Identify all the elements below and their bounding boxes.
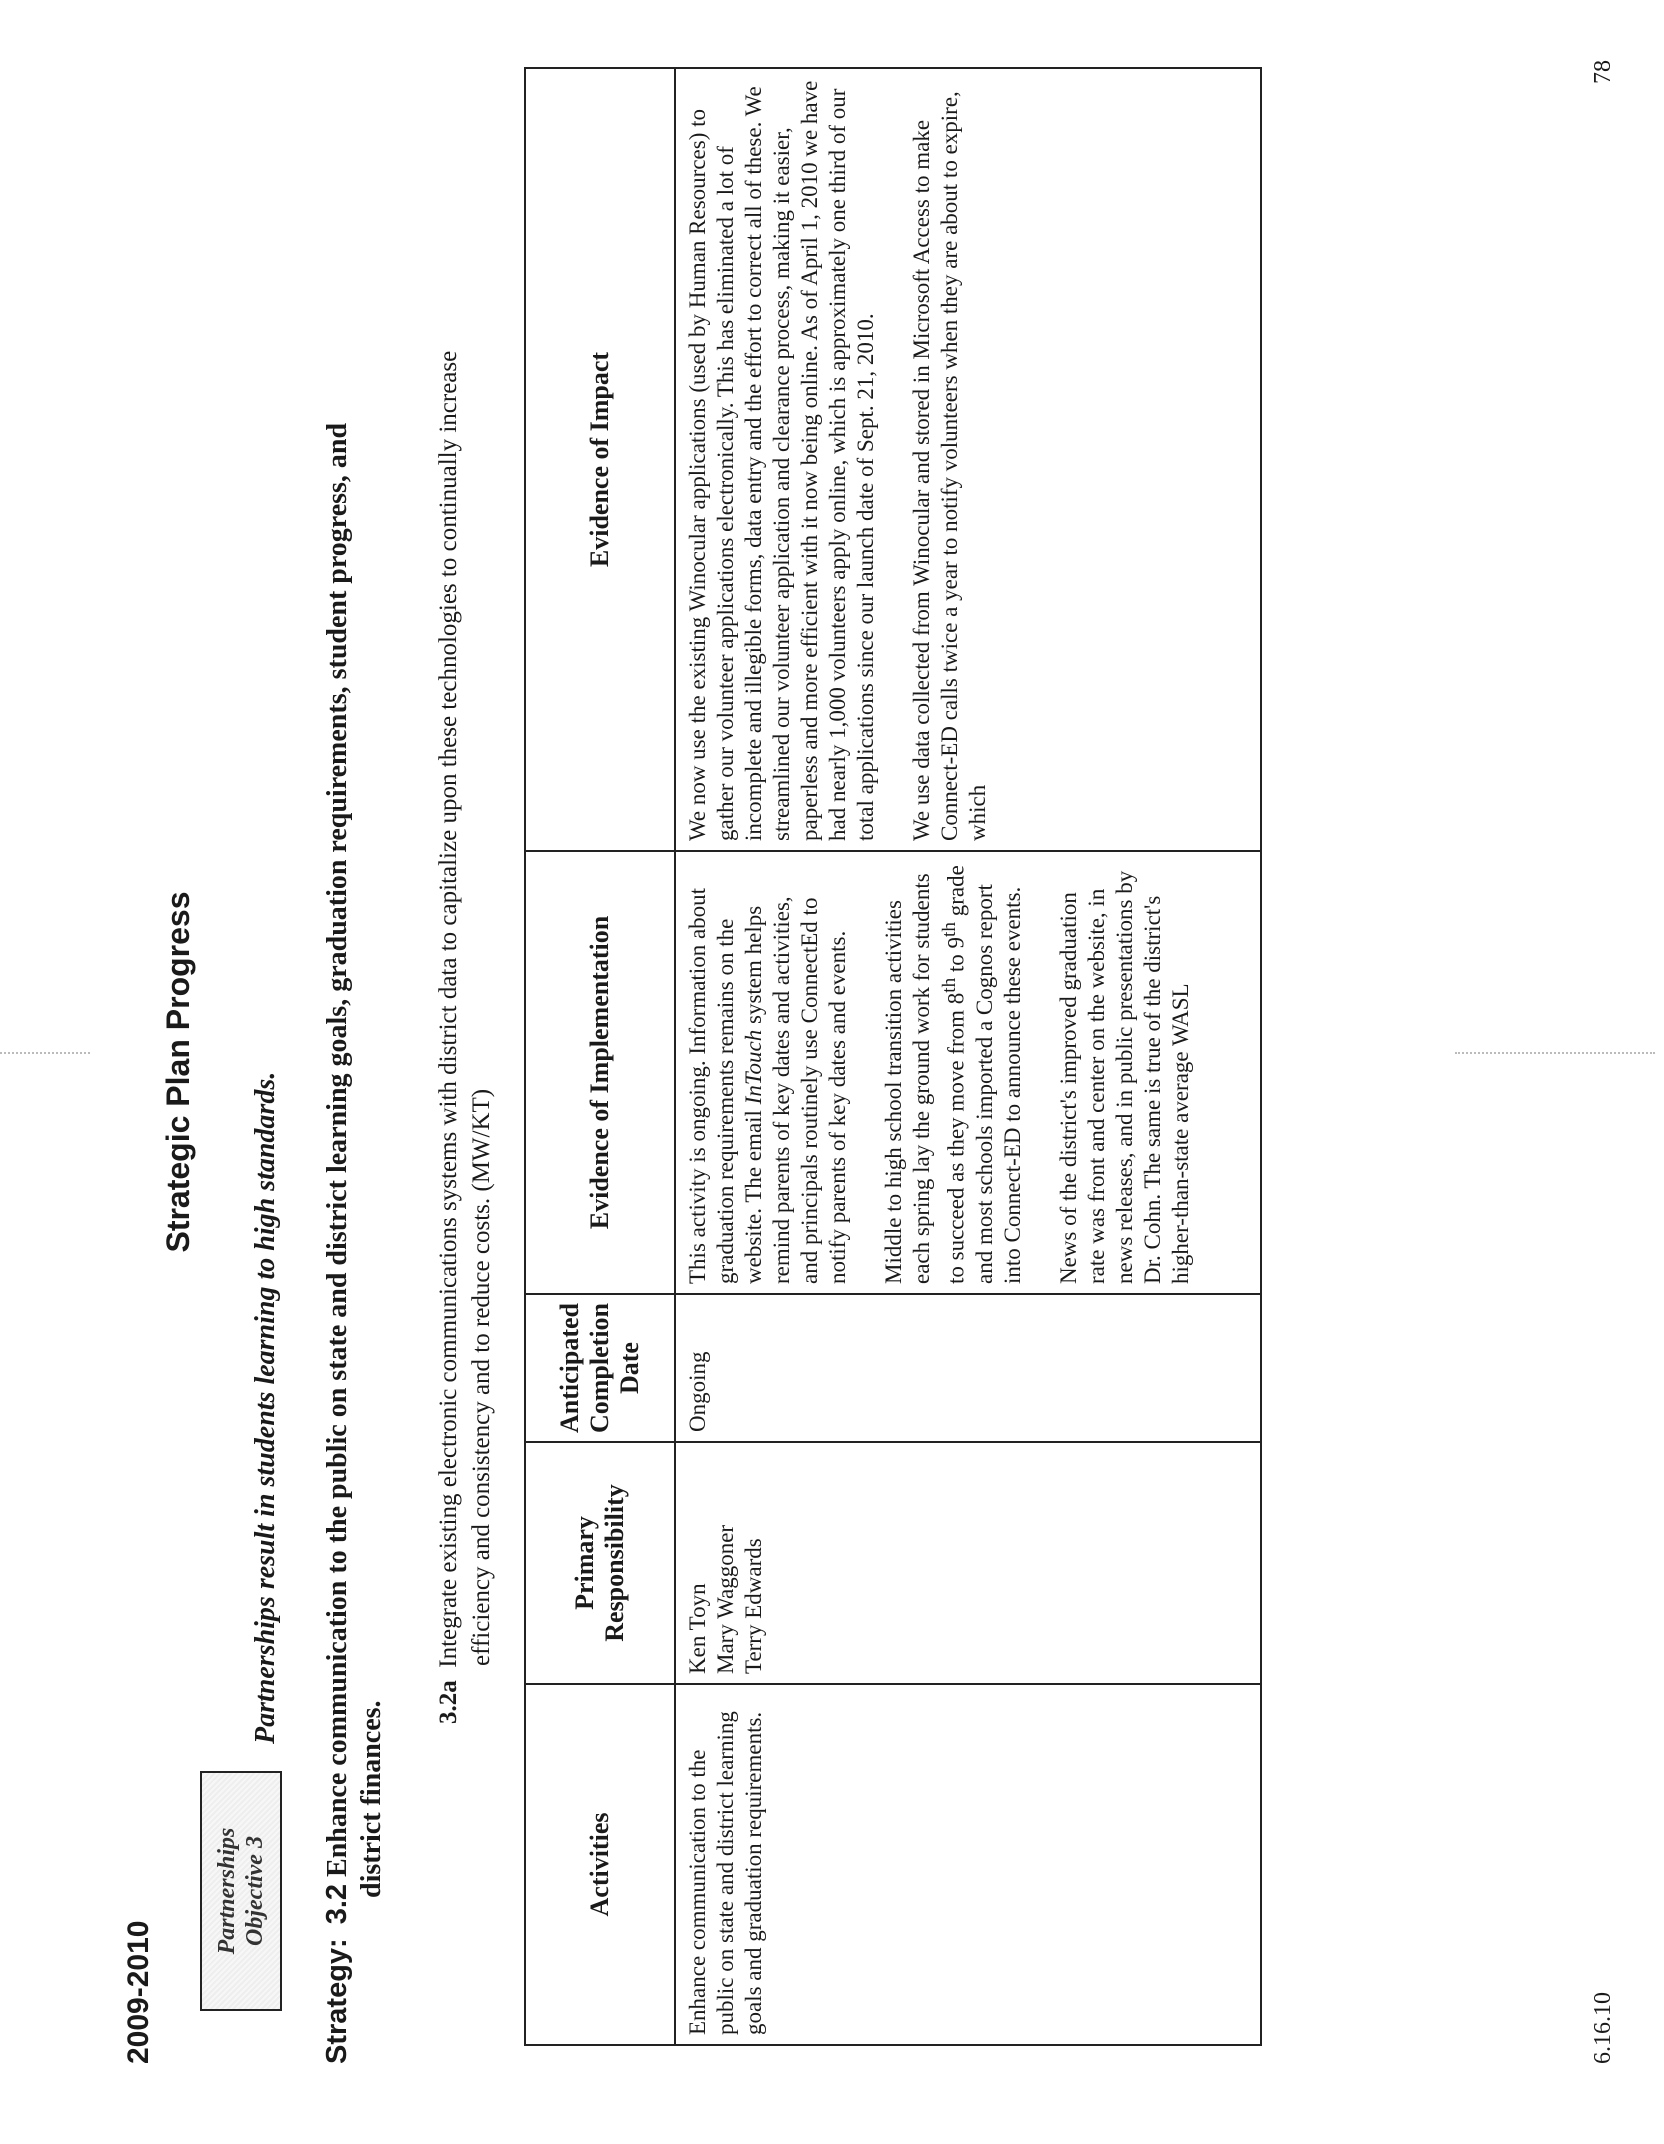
header-completion-date: Anticipated Completion Date bbox=[525, 1294, 675, 1442]
strategy-statement bbox=[320, 314, 389, 2064]
implementation-text: grade and most schools imported a Cognos report into Connect-ED to announce these events. bbox=[943, 865, 1025, 1284]
activity-cell: Enhance communication to the public on state and district learning goals and graduation requirements. bbox=[675, 1684, 1261, 2045]
substrategy-number: 3.2a bbox=[435, 1680, 462, 1724]
footer-date: 6.16.10 bbox=[1590, 1992, 1616, 2064]
strategy-label: Strategy: bbox=[321, 1938, 353, 2064]
implementation-paragraph bbox=[880, 861, 1027, 1284]
implementation-text: Middle to high school transition activities each spring lay the ground work for students to succeed as they move from 8 bbox=[881, 873, 969, 1284]
substrategy-statement bbox=[432, 24, 498, 1724]
impact-paragraph: We now use the existing Winocular applications (used by Human Resources) to gather our volunteer applications electronically. This has eliminated a lot of incomplete and illegible forms, data entry and the effort to correct all of these. We streamlined our volunteer application and clearance process, making it easier, paperless and more efficient with it now being online. As of April 1, 2010 we have had nearly 1,000 volunteers apply online, which is approximately one third of our total applications since our launch date of Sept. 21, 2010. bbox=[685, 80, 878, 841]
strategy-number: 3.2 bbox=[321, 1883, 353, 1925]
header-activities: Activities bbox=[525, 1684, 675, 2045]
objective-box bbox=[200, 1771, 282, 2011]
objective-box-line2: Objective 3 bbox=[242, 1836, 268, 1946]
objective-box-line1: Partnerships bbox=[214, 1827, 240, 1955]
implementation-text: system helps remind parents of key dates and activities, and principals routinely use ConnectEd to notify parents of key dates and events. bbox=[741, 896, 850, 1284]
responsible-person: Mary Waggoner bbox=[713, 1524, 738, 1674]
strategy-text-line1: Enhance communication to the public on state and district learning goals, graduation requirements, student progress, and bbox=[322, 422, 353, 1877]
header-primary-responsibility: Primary Responsibility bbox=[525, 1442, 675, 1684]
scan-artifact-divider bbox=[1455, 1048, 1655, 1054]
substrategy-text-line2: efficiency and consistency and to reduce costs. (MW/KT) bbox=[468, 1088, 495, 1666]
table-header-row bbox=[525, 68, 675, 2045]
header-evidence-implementation: Evidence of Implementation bbox=[525, 851, 675, 1294]
objective-statement: Partnerships result in students learning to high standards. bbox=[250, 1071, 281, 1744]
implementation-text: This activity is ongoing. Information about graduation requirements remains on the website. The email bbox=[685, 887, 766, 1284]
impact-paragraph: We use data collected from Winocular and stored in Microsoft Access to make Connect-ED calls twice a year to notify volunteers when they are about to expire, which bbox=[909, 91, 990, 841]
implementation-paragraph bbox=[684, 861, 852, 1284]
implementation-paragraph: News of the district's improved graduation rate was front and center on the website, in news releases, and in public presentations by Dr. Cohn. The same is true of the district's higher-than-state average WASL bbox=[1055, 870, 1193, 1284]
ordinal-suffix: th bbox=[939, 922, 960, 937]
responsible-person: Ken Toyn bbox=[685, 1583, 710, 1674]
implementation-cell bbox=[675, 851, 1261, 1294]
implementation-text: to 9 bbox=[943, 936, 969, 978]
strategy-text-line2: district finances. bbox=[356, 1700, 387, 1898]
completion-date-cell: Ongoing bbox=[675, 1294, 1261, 1442]
scan-artifact-divider bbox=[0, 1048, 90, 1054]
intouch-system-name: InTouch bbox=[741, 1029, 766, 1105]
responsibility-cell bbox=[675, 1442, 1261, 1684]
year-label: 2009-2010 bbox=[122, 1920, 155, 2064]
page-number: 78 bbox=[1590, 60, 1616, 84]
header-evidence-impact: Evidence of Impact bbox=[525, 68, 675, 851]
progress-table bbox=[524, 67, 1262, 2046]
table-row bbox=[675, 68, 1261, 2045]
impact-cell bbox=[675, 68, 1261, 851]
page-title: Strategic Plan Progress bbox=[160, 891, 196, 1253]
responsible-person: Terry Edwards bbox=[741, 1538, 766, 1674]
ordinal-suffix: th bbox=[939, 977, 960, 993]
substrategy-text-line1: Integrate existing electronic communications systems with district data to capitalize upon these technologies to continually increase bbox=[435, 350, 462, 1668]
